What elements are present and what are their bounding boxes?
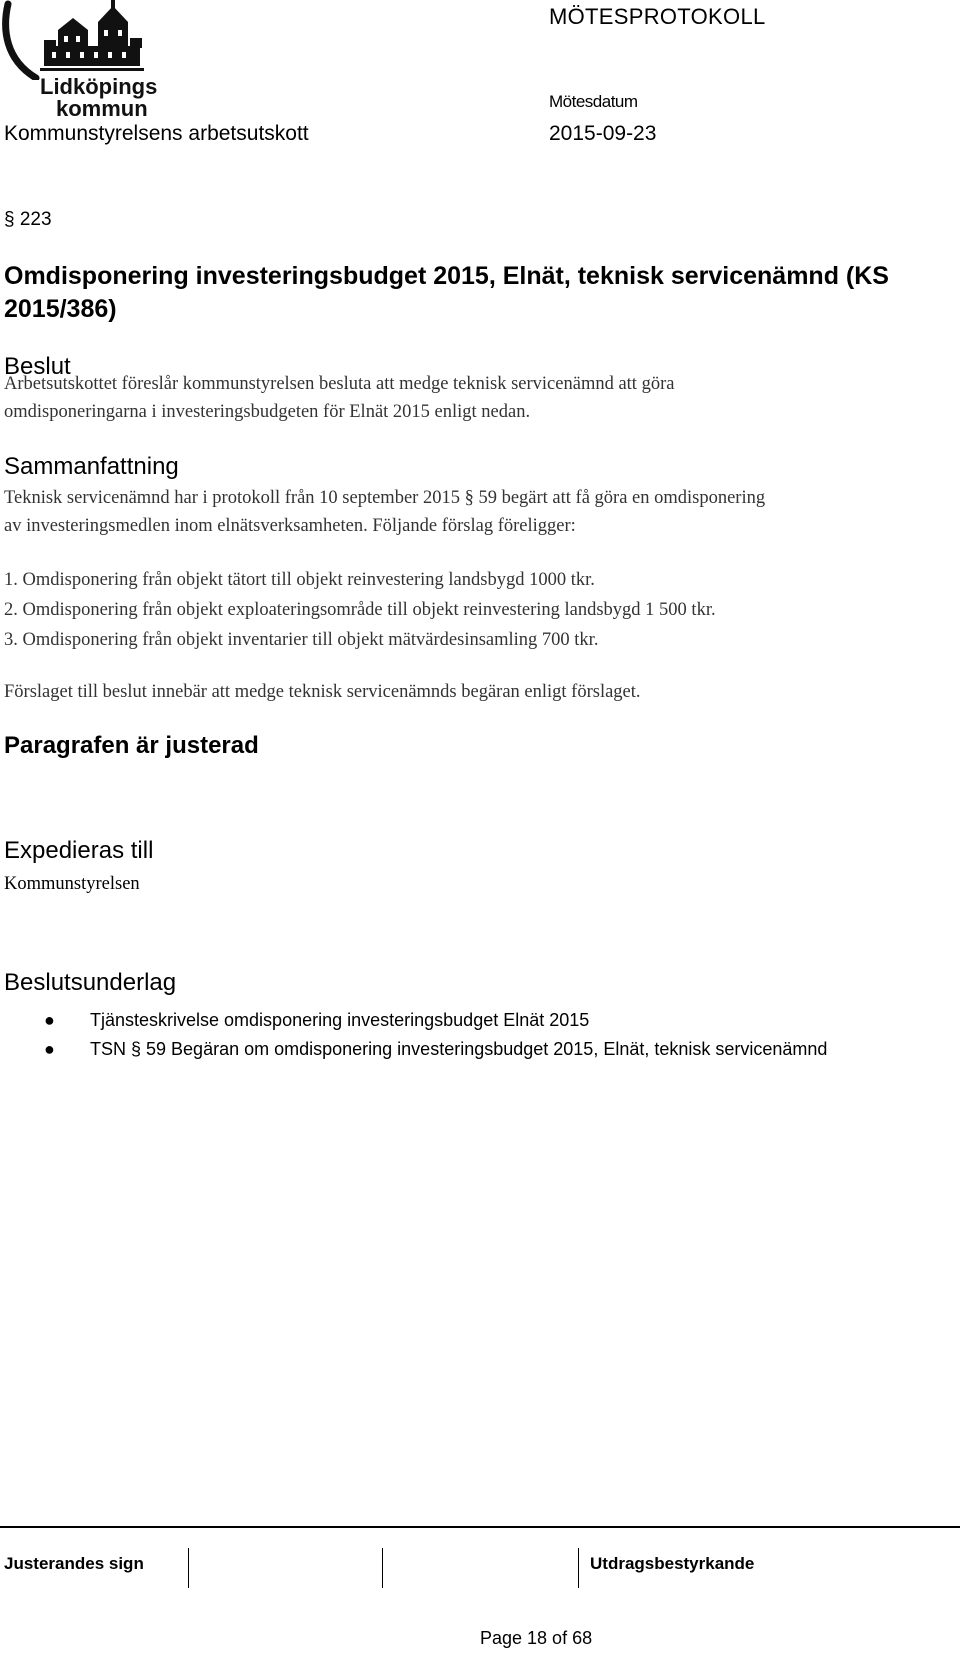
- sammanfattning-line-2: av investeringsmedlen inom elnätsverksamheten. Följande förslag föreligger:: [4, 516, 576, 536]
- list-item: 3. Omdisponering från objekt inventarier till objekt mätvärdesinsamling 700 tkr.: [4, 630, 599, 650]
- list-item: [44, 1007, 589, 1033]
- organization-name: Kommunstyrelsens arbetsutskott: [4, 122, 309, 145]
- page-title: Omdisponering investeringsbudget 2015, Elnät, teknisk servicenämnd (KS 2015/386): [4, 262, 889, 323]
- document-type: MÖTESPROTOKOLL: [549, 4, 766, 29]
- lidkoping-castle-logo-icon: [0, 0, 170, 80]
- logo-text-line2: kommun: [56, 96, 148, 121]
- meeting-date-value: 2015-09-23: [549, 122, 657, 145]
- footer-divider: [0, 1526, 960, 1528]
- sammanfattning-conclusion: Förslaget till beslut innebär att medge teknisk servicenämnds begäran enligt förslaget.: [4, 682, 641, 702]
- logo-text-line1: Lidköpings: [40, 74, 158, 99]
- utdragsbestyrkande-label: Utdragsbestyrkande: [590, 1554, 755, 1573]
- beslut-line-1: Arbetsutskottet föreslår kommunstyrelsen besluta att medge teknisk servicenämnd att göra: [4, 374, 675, 394]
- page-number: Page 18 of 68: [480, 1628, 593, 1648]
- signature-field-divider: [578, 1548, 579, 1588]
- list-item: 2. Omdisponering från objekt exploateringsområde till objekt reinvestering landsbygd 1 500 tkr.: [4, 600, 716, 620]
- beslutsunderlag-item-2: TSN § 59 Begäran om omdisponering investeringsbudget 2015, Elnät, teknisk servicenämnd: [90, 1039, 828, 1059]
- bullet-icon: ●: [44, 1010, 55, 1030]
- paragraph-number: § 223: [4, 209, 52, 230]
- justerad-heading: Paragrafen är justerad: [4, 732, 259, 759]
- signature-field-divider: [382, 1548, 383, 1588]
- list-item: [44, 1036, 827, 1062]
- bullet-icon: ●: [44, 1039, 55, 1059]
- justerandes-sign-label: Justerandes sign: [4, 1554, 144, 1573]
- beslutsunderlag-item-1: Tjänsteskrivelse omdisponering investeringsbudget Elnät 2015: [90, 1010, 590, 1030]
- sammanfattning-line-1: Teknisk servicenämnd har i protokoll från 10 september 2015 § 59 begärt att få göra en omdisponering: [4, 488, 766, 508]
- signature-field-divider: [188, 1548, 189, 1588]
- meeting-date-label: Mötesdatum: [549, 92, 638, 111]
- beslut-line-2: omdisponeringarna i investeringsbudgeten för Elnät 2015 enligt nedan.: [4, 402, 531, 422]
- expedieras-recipient: Kommunstyrelsen: [4, 874, 140, 894]
- list-item: 1. Omdisponering från objekt tätort till objekt reinvestering landsbygd 1000 tkr.: [4, 570, 595, 590]
- beslutsunderlag-heading: Beslutsunderlag: [4, 969, 177, 996]
- beslut-heading: Beslut: [4, 353, 71, 380]
- expedieras-heading: Expedieras till: [4, 837, 154, 864]
- sammanfattning-heading: Sammanfattning: [4, 453, 179, 480]
